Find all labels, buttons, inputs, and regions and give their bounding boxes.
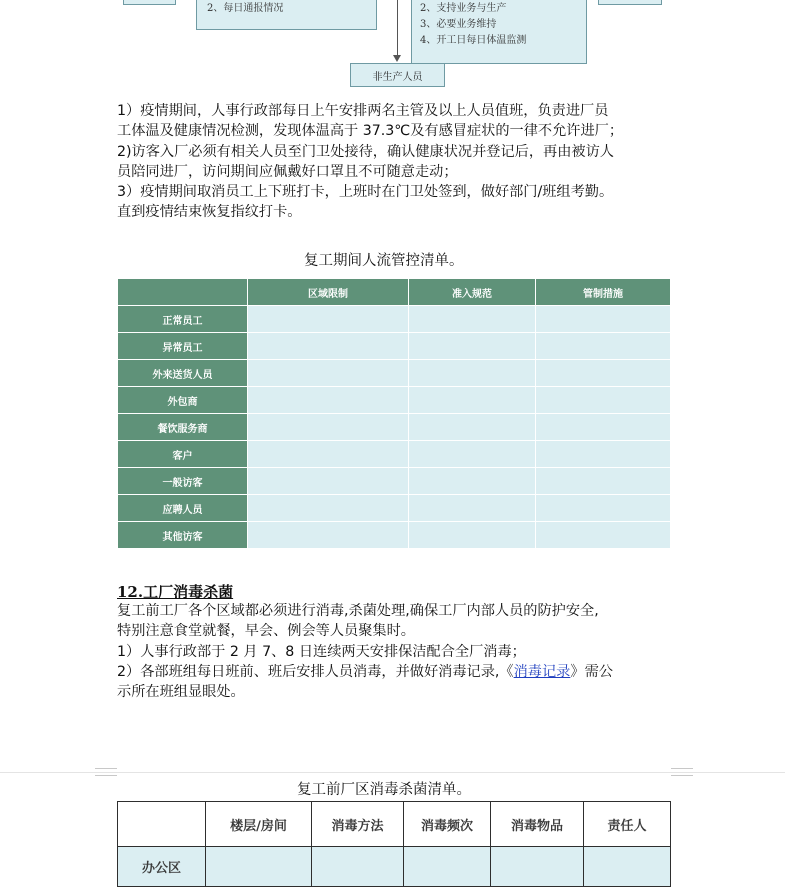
paragraph-line: 工体温及健康情况检测，发现体温高于 37.3℃及有感冒症状的一律不允许进厂； xyxy=(117,123,624,140)
table-header-cell xyxy=(118,279,248,306)
paragraph-line: 员陪同进厂，访问期间应佩戴好口罩且不可随意走动； xyxy=(117,163,458,180)
table-cell[interactable] xyxy=(248,441,409,468)
table-cell[interactable] xyxy=(248,495,409,522)
table-cell[interactable] xyxy=(248,306,409,333)
row-header: 其他访客 xyxy=(118,522,248,549)
paragraph-line: 直到疫情结束恢复指纹打卡。 xyxy=(117,204,302,221)
paragraph-line: 2)访客入厂必须有相关人员至门卫处接待，确认健康状况并登记后，再由被访人 xyxy=(117,143,614,160)
table-cell[interactable] xyxy=(409,414,536,441)
flowchart-node-label: 非生产人员 xyxy=(372,71,423,83)
people-flow-table xyxy=(117,278,671,549)
flowchart-box-left xyxy=(123,0,176,5)
epidemic-measures-paragraph xyxy=(117,101,677,223)
row-header: 应聘人员 xyxy=(118,495,248,522)
table-cell[interactable] xyxy=(536,468,671,495)
table-cell[interactable] xyxy=(536,522,671,549)
flowchart-line: 2、每日通报情况 xyxy=(207,3,284,14)
table-header-cell: 楼层/房间 xyxy=(206,802,312,847)
table-row xyxy=(118,414,671,441)
table-cell[interactable] xyxy=(206,847,312,887)
table-header-cell: 消毒频次 xyxy=(404,802,491,847)
table-header-cell: 管制措施 xyxy=(536,279,671,306)
paragraph-line xyxy=(117,662,677,682)
table-cell[interactable] xyxy=(584,847,671,887)
table-row xyxy=(118,333,671,360)
table-cell[interactable] xyxy=(409,387,536,414)
line-text: 》需公 xyxy=(570,663,613,680)
table-cell[interactable] xyxy=(536,387,671,414)
row-header: 外来送货人员 xyxy=(118,360,248,387)
table-header-cell: 准入规范 xyxy=(409,279,536,306)
flowchart-line: 3、必要业务维持 xyxy=(420,19,497,30)
table-cell[interactable] xyxy=(536,495,671,522)
table-header-cell: 消毒物品 xyxy=(491,802,584,847)
flowchart-line: 2、支持业务与生产 xyxy=(420,3,507,14)
row-header: 外包商 xyxy=(118,387,248,414)
disinfection-record-link[interactable]: 消毒记录 xyxy=(513,663,571,680)
flowchart-node-non-production xyxy=(350,63,445,87)
flowchart-connector xyxy=(397,0,398,56)
page-corner-mark xyxy=(95,768,117,776)
table-cell[interactable] xyxy=(248,468,409,495)
line-text: 2）各部班组每日班前、班后安排人员消毒，并做好消毒记录,《 xyxy=(117,663,514,680)
table-header-cell: 责任人 xyxy=(584,802,671,847)
flowchart-box-right xyxy=(598,0,662,5)
page-corner-mark xyxy=(671,768,693,776)
paragraph-line: 1）疫情期间，人事行政部每日上午安排两名主管及以上人员值班，负责进厂员 xyxy=(117,103,609,119)
table-header-cell xyxy=(118,802,206,847)
row-header: 一般访客 xyxy=(118,468,248,495)
flowchart-box-production xyxy=(411,0,587,64)
table-cell[interactable] xyxy=(536,360,671,387)
table-cell[interactable] xyxy=(536,333,671,360)
table-row xyxy=(118,306,671,333)
table-cell[interactable] xyxy=(409,306,536,333)
row-header: 异常员工 xyxy=(118,333,248,360)
table1-caption: 复工期间人流管控清单。 xyxy=(304,253,464,269)
table-header-cell: 区域限制 xyxy=(248,279,409,306)
paragraph-line: 1）人事行政部于 2 月 7、8 日连续两天安排保洁配合全厂消毒； xyxy=(117,643,526,660)
paragraph-line: 3）疫情期间取消员工上下班打卡，上班时在门卫处签到，做好部门/班组考勤。 xyxy=(117,184,614,201)
table-cell[interactable] xyxy=(536,441,671,468)
table-cell[interactable] xyxy=(409,441,536,468)
flowchart-line: 4、开工日每日体温监测 xyxy=(420,35,527,46)
table-row xyxy=(118,522,671,549)
disinfection-table xyxy=(117,801,671,887)
table-cell[interactable] xyxy=(248,360,409,387)
row-header: 餐饮服务商 xyxy=(118,414,248,441)
table-cell[interactable] xyxy=(491,847,584,887)
table-cell[interactable] xyxy=(248,333,409,360)
table-cell[interactable] xyxy=(248,522,409,549)
table-header-row xyxy=(118,802,671,847)
table-cell[interactable] xyxy=(404,847,491,887)
table-row xyxy=(118,360,671,387)
table-cell[interactable] xyxy=(536,414,671,441)
table-header-cell: 消毒方法 xyxy=(312,802,404,847)
table2-caption: 复工前厂区消毒杀菌清单。 xyxy=(297,782,471,798)
paragraph-line: 复工前工厂各个区域都必须进行消毒,杀菌处理,确保工厂内部人员的防护安全, xyxy=(117,603,599,619)
table-cell[interactable] xyxy=(409,468,536,495)
row-header: 客户 xyxy=(118,441,248,468)
table-row xyxy=(118,441,671,468)
flowchart-box-isolation xyxy=(196,0,377,30)
row-header: 办公区 xyxy=(118,847,206,887)
table-cell[interactable] xyxy=(409,495,536,522)
table-cell[interactable] xyxy=(409,333,536,360)
section-heading: 12.工厂消毒杀菌 xyxy=(117,583,234,601)
page-break xyxy=(0,772,785,773)
table-cell[interactable] xyxy=(536,306,671,333)
table-cell[interactable] xyxy=(248,414,409,441)
paragraph-line: 示所在班组显眼处。 xyxy=(117,684,245,701)
table-row xyxy=(118,495,671,522)
table-cell[interactable] xyxy=(409,522,536,549)
flowchart-arrow-icon xyxy=(393,55,401,62)
table-header-row xyxy=(118,279,671,306)
table-cell[interactable] xyxy=(248,387,409,414)
row-header: 正常员工 xyxy=(118,306,248,333)
table-cell[interactable] xyxy=(409,360,536,387)
disinfection-paragraph xyxy=(117,601,677,702)
table-row xyxy=(118,468,671,495)
table-cell[interactable] xyxy=(312,847,404,887)
table-row xyxy=(118,387,671,414)
paragraph-line: 特别注意食堂就餐，早会、例会等人员聚集时。 xyxy=(117,623,415,640)
table-row xyxy=(118,847,671,887)
